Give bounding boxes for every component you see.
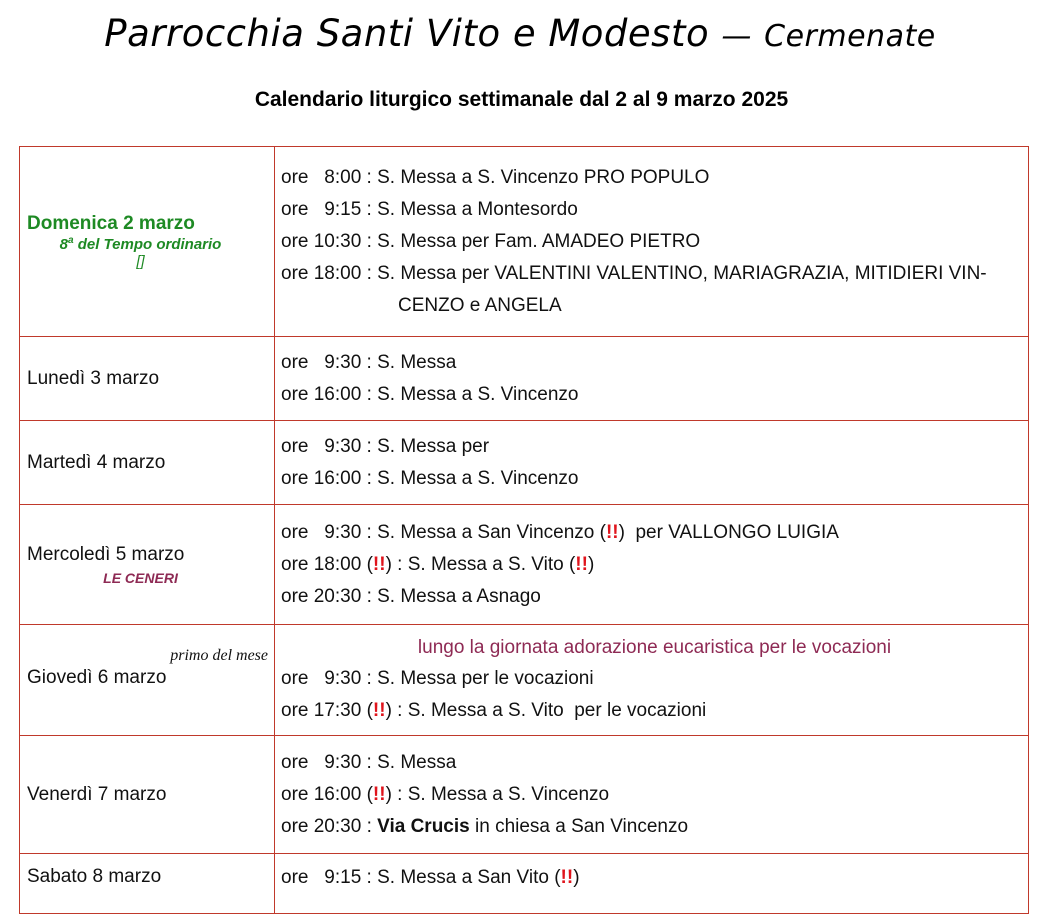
adoration-note: lungo la giornata adorazione eucaristica per le vocazioni: [417, 637, 892, 658]
page-title: [0, 12, 1040, 55]
schedule-cell-thursday: [275, 625, 1029, 736]
mass-line: ore 8:00 : S. Messa a S. Vincenzo PRO POPULO: [281, 166, 710, 188]
day-cell-sunday: [20, 147, 275, 337]
calendar-subtitle: Calendario liturgico settimanale dal 2 al 9 marzo 2025: [254, 88, 789, 111]
day-name-thursday: Giovedì 6 marzo: [27, 667, 167, 688]
mass-line: ore 16:00 : S. Messa a S. Vincenzo: [281, 383, 579, 405]
mass-line-continued: CENZO e ANGELA: [398, 294, 562, 316]
table-row: [20, 505, 1029, 625]
schedule-cell-friday: [275, 736, 1029, 854]
schedule-cell-monday: [275, 337, 1029, 421]
alert-mark: !!: [575, 553, 588, 575]
day-cell-wednesday: [20, 505, 275, 625]
sunday-brackets: []: [136, 253, 145, 270]
title-dash: —: [721, 19, 752, 54]
mass-line: ore 17:30 (!!) : S. Messa a S. Vito per le vocazioni: [281, 700, 707, 721]
mass-line: ore 9:30 : S. Messa per le vocazioni: [281, 668, 594, 689]
schedule-cell-wednesday: [275, 505, 1029, 625]
day-name-wednesday: Mercoledì 5 marzo: [27, 543, 185, 565]
mass-line: ore 9:15 : S. Messa a Montesordo: [281, 198, 578, 220]
mass-line: ore 16:00 (!!) : S. Messa a S. Vincenzo: [281, 783, 610, 805]
schedule-cell-saturday: [275, 854, 1029, 914]
day-cell-monday: [20, 337, 275, 421]
day-name-sunday: Domenica 2 marzo: [27, 213, 195, 234]
alert-mark: !!: [372, 783, 386, 805]
mass-line: ore 10:30 : S. Messa per Fam. AMADEO PIETRO: [281, 230, 701, 252]
mass-line: ore 18:00 (!!) : S. Messa a S. Vito (!!): [281, 553, 595, 575]
first-of-month-note: primo del mese: [170, 647, 268, 664]
table-row: [20, 736, 1029, 854]
via-crucis-line: ore 20:30 : Via Crucis in chiesa a San Vincenzo: [281, 815, 689, 837]
schedule-cell-sunday: [275, 147, 1029, 337]
day-cell-friday: [20, 736, 275, 854]
alert-mark: !!: [372, 553, 386, 575]
table-row: [20, 625, 1029, 736]
alert-mark: !!: [372, 700, 386, 721]
day-cell-tuesday: [20, 421, 275, 505]
mass-line: ore 20:30 : S. Messa a Asnago: [281, 585, 541, 607]
day-cell-saturday: [20, 854, 275, 914]
day-name-saturday: Sabato 8 marzo: [27, 866, 162, 887]
mass-line: ore 16:00 : S. Messa a S. Vincenzo: [281, 467, 579, 489]
day-name-friday: Venerdì 7 marzo: [27, 783, 167, 805]
liturgical-calendar-table: [19, 146, 1029, 914]
schedule-cell-tuesday: [275, 421, 1029, 505]
mass-line: ore 9:30 : S. Messa: [281, 351, 457, 373]
parish-place: Cermenate: [764, 19, 936, 54]
alert-mark: !!: [605, 521, 619, 543]
table-row: [20, 147, 1029, 337]
day-name-monday: Lunedì 3 marzo: [27, 367, 160, 389]
day-cell-thursday: [20, 625, 275, 736]
mass-line: ore 9:30 : S. Messa a San Vincenzo (!!) per VALLONGO LUIGIA: [281, 521, 839, 543]
mass-line: ore 18:00 : S. Messa per VALENTINI VALENTINO, MARIAGRAZIA, MITIDIERI VIN-: [281, 262, 987, 284]
alert-mark: !!: [560, 867, 574, 888]
day-name-tuesday: Martedì 4 marzo: [27, 451, 166, 473]
table-row: [20, 337, 1029, 421]
mass-line: ore 9:30 : S. Messa: [281, 751, 457, 773]
table-row: [20, 421, 1029, 505]
sunday-liturgical-note: 8$^a$ del Tempo ordinario: [59, 235, 222, 253]
mass-line: ore 9:30 : S. Messa per: [281, 435, 490, 457]
parish-name: Parrocchia Santi Vito e Modesto: [104, 12, 710, 55]
ash-wednesday-note: LE CENERI: [103, 569, 178, 586]
mass-line: ore 9:15 : S. Messa a San Vito (!!): [281, 867, 580, 888]
table-row: [20, 854, 1029, 914]
